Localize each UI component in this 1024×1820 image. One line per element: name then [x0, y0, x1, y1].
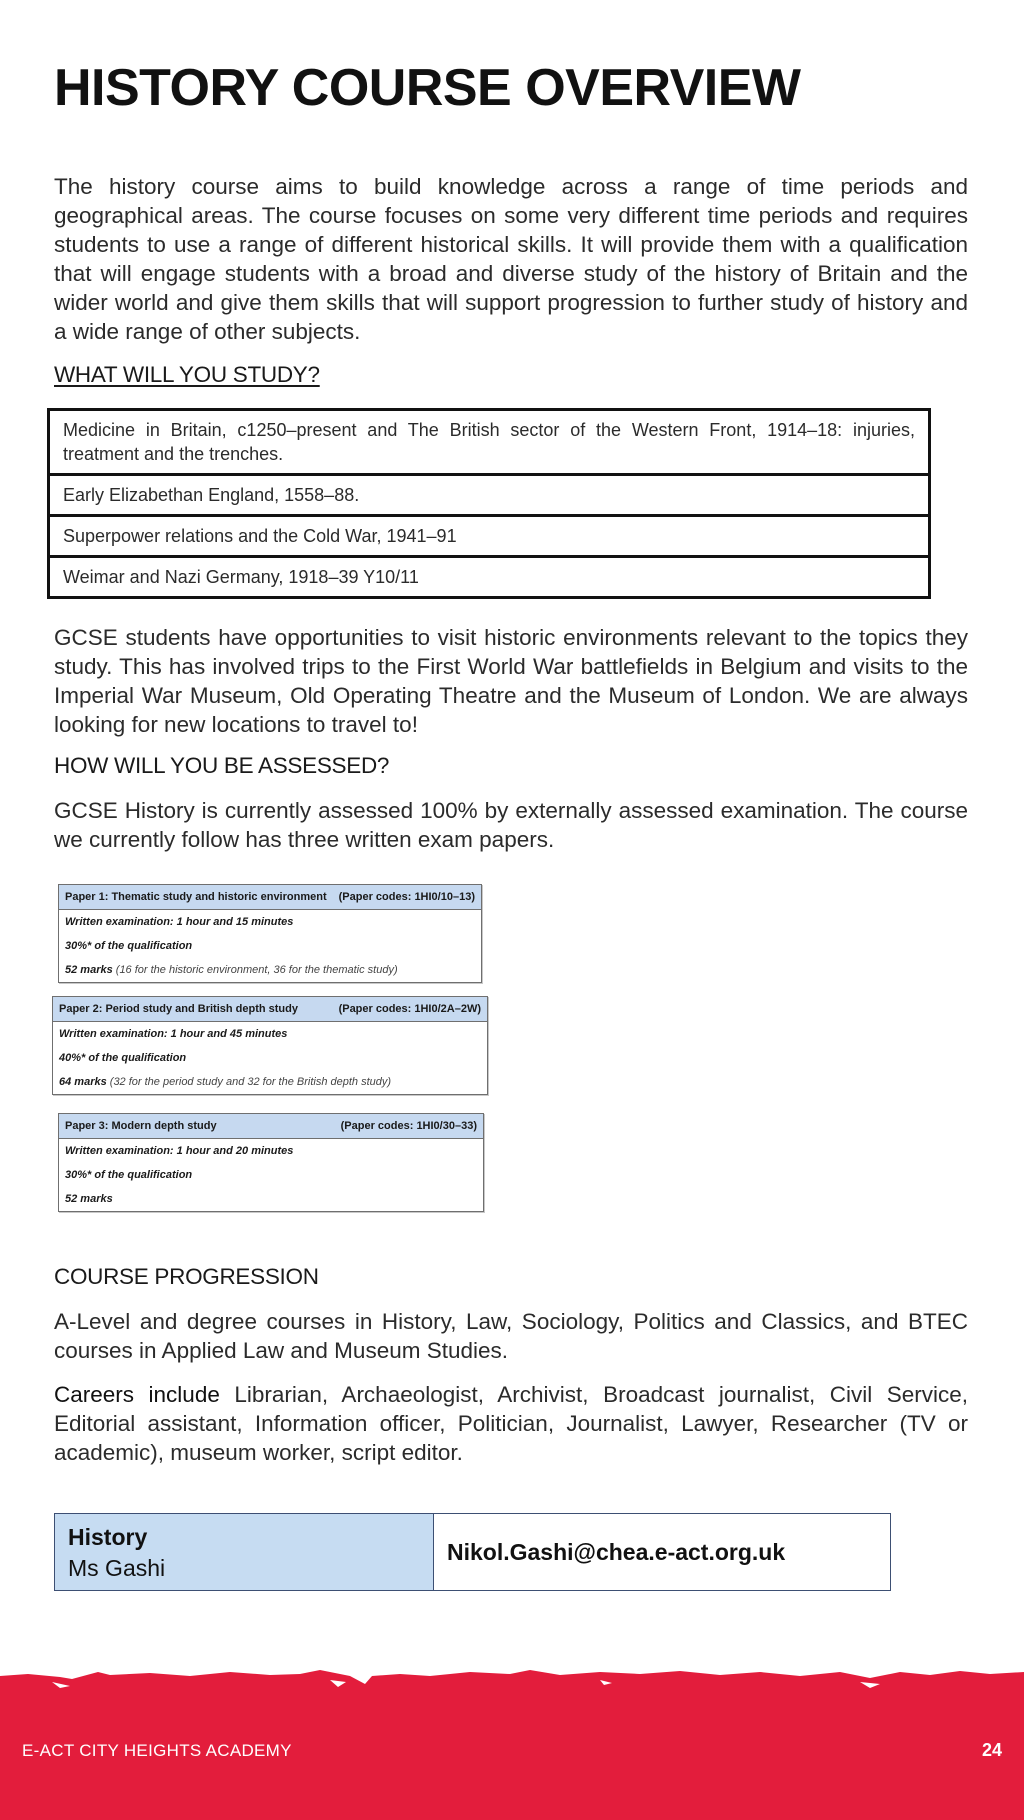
careers-paragraph: [54, 1380, 968, 1467]
paper-2-duration: Written examination: 1 hour and 45 minutes: [59, 1028, 288, 1040]
paper-3-title: Paper 3: Modern depth study: [65, 1120, 217, 1132]
topics-table: [47, 408, 931, 599]
paper-1-weight: 30%* of the qualification: [65, 940, 193, 952]
contact-subject: History: [68, 1524, 148, 1550]
paper-2-marks-note: (32 for the period study and 32 for the British depth study): [109, 1076, 392, 1088]
progression-heading: COURSE PROGRESSION: [54, 1264, 319, 1289]
careers-lead: Careers include: [54, 1382, 220, 1407]
paper-2-codes: (Paper codes: 1HI0/2A–2W): [338, 1003, 481, 1015]
paper-1-marks: [59, 958, 481, 982]
topic-row: Weimar and Nazi Germany, 1918–39 Y10/11: [63, 567, 419, 587]
paper-3-codes: (Paper codes: 1HI0/30–33): [340, 1120, 477, 1132]
paper-2-weight: 40%* of the qualification: [59, 1052, 187, 1064]
assessment-paragraph: GCSE History is currently assessed 100% by externally assessed examination. The course we currently follow has three written exam papers.: [54, 798, 968, 852]
careers-list: Librarian, Archaeologist, Archivist, Broadcast journalist, Civil Service, Editorial assistant, Information officer, Politician, Journalist, Lawyer, Researcher (TV or academic), museum worker, script editor.: [54, 1382, 968, 1465]
paper-1-header: [59, 885, 481, 910]
topic-row: Superpower relations and the Cold War, 1941–91: [50, 517, 928, 558]
paper-3-header: [59, 1114, 483, 1139]
contact-table: [54, 1513, 891, 1591]
paper-3-duration: Written examination: 1 hour and 20 minutes: [65, 1145, 294, 1157]
paper-3-marks: 52 marks: [65, 1193, 113, 1205]
paper-3-box: [58, 1113, 484, 1212]
paper-3-weight: 30%* of the qualification: [65, 1169, 193, 1181]
contact-teacher: Ms Gashi: [68, 1555, 166, 1581]
paper-2-marks-value: 64 marks: [59, 1076, 107, 1088]
paper-1-marks-value: 52 marks: [65, 964, 113, 976]
page-title: HISTORY COURSE OVERVIEW: [54, 59, 801, 117]
topic-row: Early Elizabethan England, 1558–88.: [50, 476, 928, 517]
contact-subject-cell: [55, 1514, 434, 1590]
assessment-heading: HOW WILL YOU BE ASSESSED?: [54, 753, 390, 778]
paper-1-codes: (Paper codes: 1HI0/10–13): [338, 891, 475, 903]
footer-band: [0, 1660, 1024, 1820]
paper-1-duration: Written examination: 1 hour and 15 minutes: [65, 916, 294, 928]
intro-paragraph: The history course aims to build knowledge across a range of time periods and geographical areas. The course focuses on some very different time periods and requires students to use a range of different historical skills. It will provide them with a qualification that will engage students with a broad and diverse study of the history of Britain and the wider world and give them skills that will support progression to further study of history and a wide range of other subjects.: [54, 174, 968, 344]
trips-paragraph: GCSE students have opportunities to visit historic environments relevant to the topics they study. This has involved trips to the First World War battlefields in Belgium and visits to the Imperial War Museum, Old Operating Theatre and the Museum of London. We are always looking for new locations to travel to!: [54, 625, 968, 737]
paper-2-marks: [53, 1070, 487, 1094]
paper-1-box: [58, 884, 482, 983]
paper-1-marks-note: (16 for the historic environment, 36 for the thematic study): [115, 964, 398, 976]
contact-email: Nikol.Gashi@chea.e-act.org.uk: [447, 1538, 786, 1565]
paper-2-title: Paper 2: Period study and British depth study: [59, 1003, 298, 1015]
paper-2-box: [52, 996, 488, 1095]
study-heading: WHAT WILL YOU STUDY?: [54, 362, 320, 387]
page-number: 24: [981, 1740, 1002, 1760]
progression-paragraph: A-Level and degree courses in History, Law, Sociology, Politics and Classics, and BTEC courses in Applied Law and Museum Studies.: [54, 1309, 968, 1363]
topic-row: Medicine in Britain, c1250–present and The British sector of the Western Front, 1914–18: injuries, treatment and the trenches.: [50, 411, 928, 476]
paper-2-header: [53, 997, 487, 1022]
footer-school-name: E-ACT CITY HEIGHTS ACADEMY: [22, 1741, 292, 1760]
paper-1-title: Paper 1: Thematic study and historic environment: [65, 891, 327, 903]
